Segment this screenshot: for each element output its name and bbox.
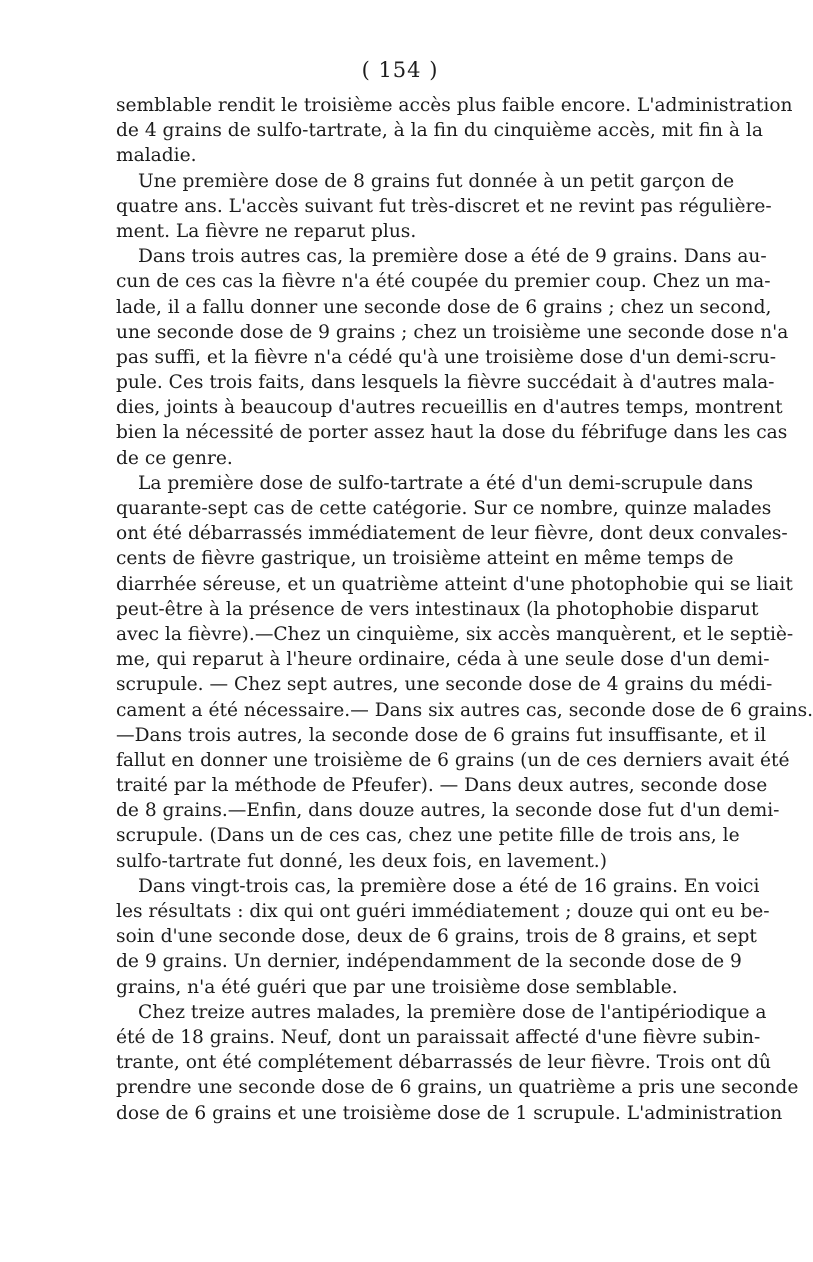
text-line: scrupule. — Chez sept autres, une seconde dose de 4 grains du médi- [116,674,773,696]
text-line: cament a été nécessaire.— Dans six autres cas, seconde dose de 6 grains. [116,699,813,721]
text-line: dose de 6 grains et une troisième dose de 1 scrupule. L'administration [116,1102,783,1124]
text-line: soin d'une seconde dose, deux de 6 grains, trois de 8 grains, et sept [116,926,757,948]
text-line: grains, n'a été guéri que par une troisième dose semblable. [116,976,678,998]
text-line: diarrhée séreuse, et un quatrième atteint d'une photophobie qui se liait [116,573,793,595]
text-line: une seconde dose de 9 grains ; chez un troisième une seconde dose n'a [116,321,789,343]
text-line: La première dose de sulfo-tartrate a été d'un demi-scrupule dans [138,472,754,494]
paragraph [116,471,813,874]
text-line: ment. La fièvre ne reparut plus. [116,220,417,242]
text-line: dies, joints à beaucoup d'autres recueillis en d'autres temps, montrent [116,397,783,419]
text-line: prendre une seconde dose de 6 grains, un quatrième a pris une seconde [116,1077,799,1099]
paragraph [116,874,770,1000]
text-line: été de 18 grains. Neuf, dont un paraissait affecté d'une fièvre subin- [116,1026,761,1048]
text-line: semblable rendit le troisième accès plus faible encore. L'administration [116,95,793,116]
text-line: Une première dose de 8 grains fut donnée à un petit garçon de [138,170,735,192]
text-line: maladie. [116,145,197,167]
text-line: pas suffi, et la fièvre n'a cédé qu'à une troisième dose d'un demi-scru- [116,346,776,368]
text-line: cents de fièvre gastrique, un troisième atteint en même temps de [116,548,734,570]
text-line: les résultats : dix qui ont guéri immédiatement ; douze qui ont eu be- [116,901,770,922]
text-line: de 9 grains. Un dernier, indépendamment de la seconde dose de 9 [116,951,742,973]
text-line: quatre ans. L'accès suivant fut très-discret et ne revint pas régulière- [116,195,772,217]
text-line: de 4 grains de sulfo-tartrate, à la fin du cinquième accès, mit fin à la [116,120,763,142]
paragraph [116,244,789,471]
text-line: trante, ont été complétement débarrassés de leur fièvre. Trois ont dû [116,1052,771,1074]
text-line: de 8 grains.—Enfin, dans douze autres, la seconde dose fut d'un demi- [116,800,780,822]
text-line: ont été débarrassés immédiatement de leur fièvre, dont deux convales- [116,523,788,545]
text-line: pule. Ces trois faits, dans lesquels la fièvre succédait à d'autres mala- [116,372,775,394]
text-line: sulfo-tartrate fut donné, les deux fois, en lavement.) [116,850,607,872]
text-line: traité par la méthode de Pfeufer). — Dans deux autres, seconde dose [116,775,768,797]
text-line: de ce genre. [116,447,233,469]
page-number: ( 154 ) [361,58,439,82]
text-line: cun de ces cas la fièvre n'a été coupée du premier coup. Chez un ma- [116,271,771,293]
text-line: avec la fièvre).—Chez un cinquième, six accès manquèrent, et le septiè- [116,623,794,645]
paragraph [116,93,793,169]
text-line: Chez treize autres malades, la première dose de l'antipériodique a [138,1001,767,1023]
text-line: bien la nécessité de porter assez haut la dose du fébrifuge dans les cas [116,422,788,444]
text-line: quarante-sept cas de cette catégorie. Sur ce nombre, quinze malades [116,498,772,519]
text-line: Dans trois autres cas, la première dose a été de 9 grains. Dans au- [138,246,767,268]
page-body [116,93,813,1126]
text-line: —Dans trois autres, la seconde dose de 6 grains fut insuffisante, et il [116,724,767,746]
text-line: lade, il a fallu donner une seconde dose de 6 grains ; chez un second, [116,296,772,318]
text-line: me, qui reparut à l'heure ordinaire, céda à une seule dose d'un demi- [116,649,770,671]
text-line: scrupule. (Dans un de ces cas, chez une petite fille de trois ans, le [116,825,740,847]
text-line: peut-être à la présence de vers intestinaux (la photophobie disparut [116,598,759,620]
text-line: Dans vingt-trois cas, la première dose a été de 16 grains. En voici [138,875,760,897]
paragraph [116,1000,799,1126]
text-line: fallut en donner une troisième de 6 grains (un de ces derniers avait été [116,749,790,771]
paragraph [116,169,772,245]
